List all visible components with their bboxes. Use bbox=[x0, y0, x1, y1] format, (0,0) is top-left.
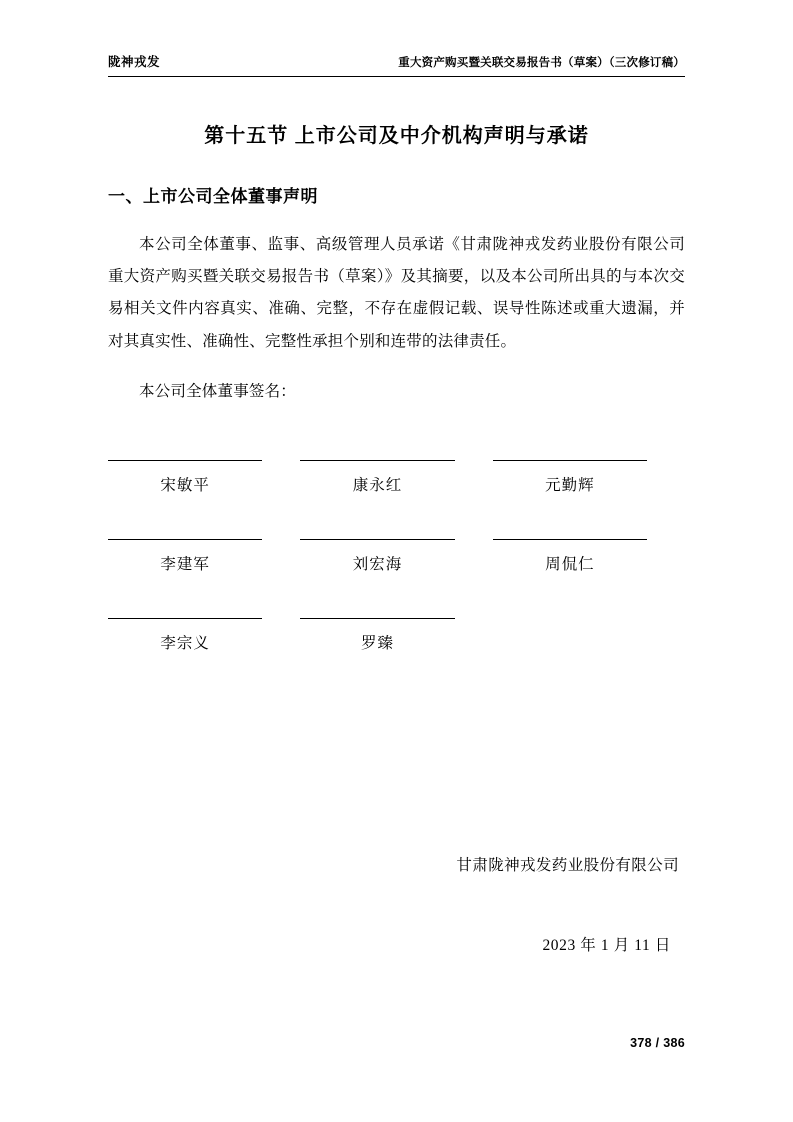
signature-intro-paragraph: 本公司全体董事签名： bbox=[139, 382, 297, 400]
signature-name: 周侃仁 bbox=[545, 556, 595, 574]
running-header bbox=[108, 52, 685, 77]
issuer-company-name: 甘肃陇神戎发药业股份有限公司 bbox=[456, 857, 679, 875]
signature-line bbox=[108, 460, 262, 461]
section-subtitle: 一、上市公司全体董事声明 bbox=[108, 187, 318, 206]
signature-line bbox=[493, 539, 647, 540]
signature-name: 元勤辉 bbox=[545, 477, 595, 495]
signature-cell bbox=[493, 539, 647, 574]
signature-name: 宋敏平 bbox=[160, 477, 210, 495]
signature-cell-empty bbox=[493, 618, 647, 653]
signature-name: 康永红 bbox=[352, 477, 403, 495]
signature-line bbox=[300, 460, 454, 461]
signature-name: 李建军 bbox=[160, 556, 210, 574]
signature-cell bbox=[493, 460, 647, 495]
signature-line bbox=[108, 618, 262, 619]
signature-cell bbox=[108, 539, 262, 574]
signature-cell bbox=[108, 460, 262, 495]
header-document-title: 重大资产购买暨关联交易报告书（草案）（三次修订稿） bbox=[398, 57, 685, 69]
signature-row bbox=[108, 539, 685, 574]
document-date: 2023 年 1 月 11 日 bbox=[542, 937, 671, 955]
header-company-short: 陇神戎发 bbox=[108, 55, 161, 69]
declaration-paragraph: 本公司全体董事、监事、高级管理人员承诺《甘肃陇神戎发药业股份有限公司重大资产购买暨关联交易报告书（草案）》及其摘要，以及本公司所出具的与本次交易相关文件内容真实、准确、完整，不存在虚假记载、误导性陈述或重大遗漏，并对其真实性、准确性、完整性承担个别和连带的法律责任。 bbox=[108, 236, 685, 350]
signature-cell bbox=[108, 618, 262, 653]
page-title: 第十五节 上市公司及中介机构声明与承诺 bbox=[204, 125, 589, 147]
signature-name: 罗臻 bbox=[360, 635, 394, 653]
signature-line bbox=[108, 539, 262, 540]
signature-line bbox=[300, 539, 454, 540]
signature-cell bbox=[300, 539, 454, 574]
signature-cell bbox=[300, 460, 454, 495]
signature-row bbox=[108, 618, 685, 653]
signature-block bbox=[108, 460, 685, 653]
signature-cell bbox=[300, 618, 454, 653]
signature-name: 李宗义 bbox=[160, 635, 210, 653]
page-number: 378 / 386 bbox=[630, 1036, 685, 1050]
signature-line bbox=[300, 618, 454, 619]
signature-row bbox=[108, 460, 685, 495]
signature-name: 刘宏海 bbox=[352, 556, 403, 574]
signature-line bbox=[493, 460, 647, 461]
